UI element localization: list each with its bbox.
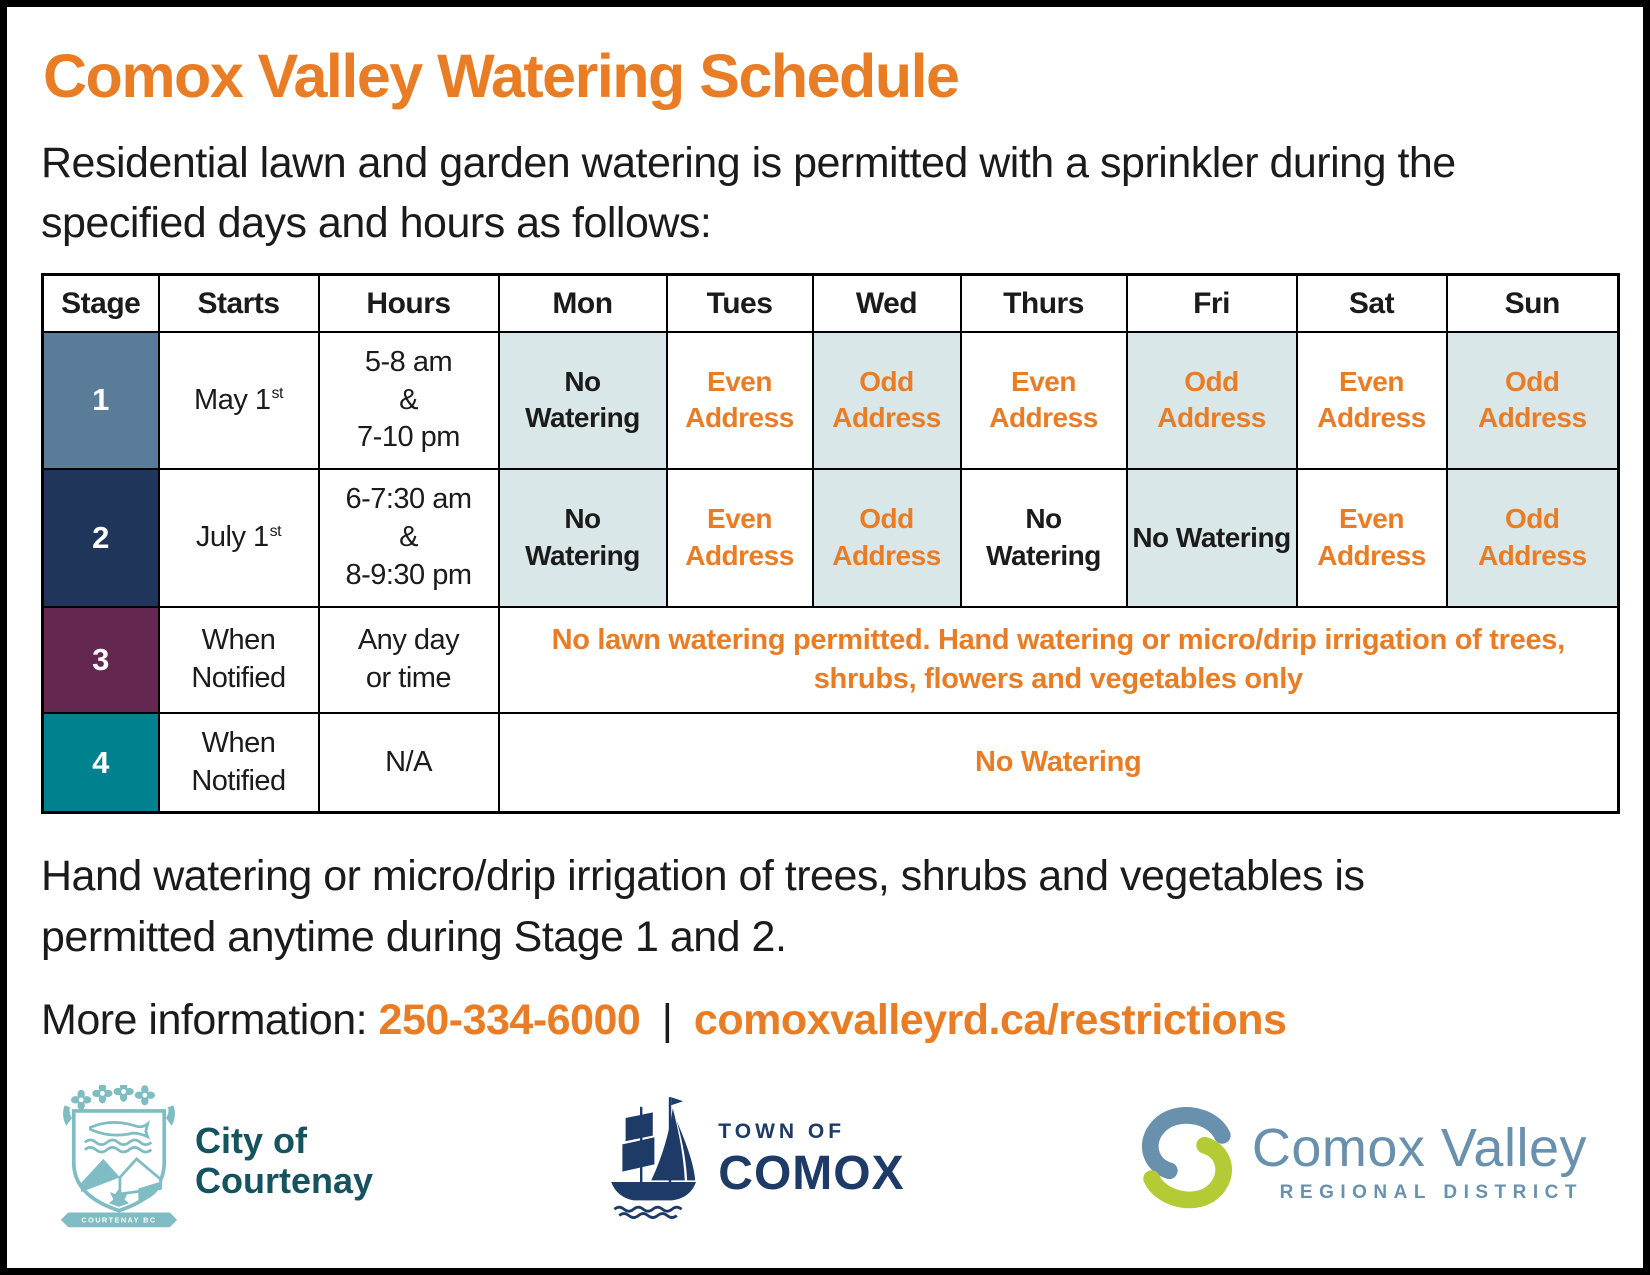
divider: |	[661, 996, 673, 1045]
hours-line: 5-8 am	[364, 345, 453, 378]
day-cell: Odd Address	[813, 332, 961, 469]
day-cell: No Watering	[499, 332, 667, 469]
day-cell: Even Address	[667, 332, 813, 469]
day-cell: Even Address	[961, 332, 1127, 469]
starts-cell	[159, 713, 319, 813]
intro-text: Residential lawn and garden watering is permitted with a sprinkler during the specified days and hours as follows:	[41, 139, 1456, 248]
comox-line2: COMOX	[718, 1147, 905, 1201]
col-thurs: Thurs	[961, 275, 1127, 332]
comox-valley-regional-district-logo	[1132, 1104, 1587, 1217]
courtenay-line1: City of	[195, 1120, 307, 1162]
city-of-courtenay-logo	[59, 1085, 373, 1236]
cvrd-swoosh-icon	[1132, 1104, 1240, 1217]
courtenay-crest-icon	[59, 1085, 179, 1236]
starts-date: July 1	[195, 521, 269, 554]
comox-wordmark	[718, 1120, 904, 1201]
col-wed: Wed	[813, 275, 961, 332]
more-info-label: More information:	[41, 996, 368, 1045]
col-mon: Mon	[499, 275, 667, 332]
starts-text: When Notified	[191, 726, 286, 797]
ordinal-suffix: st	[269, 522, 282, 540]
comox-ship-icon	[600, 1090, 704, 1231]
col-stage: Stage	[43, 275, 159, 332]
hours-line: 8-9:30 pm	[345, 558, 472, 591]
day-cell: Odd Address	[1447, 332, 1619, 469]
cvrd-line2: REGIONAL DISTRICT	[1279, 1182, 1583, 1204]
col-starts: Starts	[159, 275, 319, 332]
stage-number: 3	[43, 607, 159, 713]
day-cell: Odd Address	[813, 469, 961, 607]
table-row-stage-4	[43, 713, 1619, 813]
stage-4-restriction-cell	[499, 713, 1619, 813]
courtenay-wordmark	[195, 1121, 373, 1200]
table-header-row	[43, 275, 1619, 332]
col-fri: Fri	[1127, 275, 1297, 332]
hours-line: 7-10 pm	[357, 421, 460, 454]
hours-text: N/A	[385, 745, 432, 778]
table-row-stage-2	[43, 469, 1619, 607]
hours-cell	[319, 607, 499, 713]
ordinal-suffix: st	[271, 385, 283, 403]
hours-cell	[319, 713, 499, 813]
page-title: Comox Valley Watering Schedule	[43, 42, 959, 110]
starts-cell	[159, 469, 319, 607]
phone-number: 250-334-6000	[378, 996, 641, 1045]
courtenay-line2: Courtenay	[195, 1159, 374, 1201]
cvrd-line1: Comox Valley	[1251, 1118, 1587, 1179]
starts-text: When Notified	[191, 624, 286, 694]
hours-text: Any day or time	[357, 624, 460, 694]
col-hours: Hours	[319, 275, 499, 332]
day-cell: No Watering	[1127, 469, 1297, 607]
partner-logos	[41, 1085, 1607, 1236]
hand-watering-note: Hand watering or micro/drip irrigation of trees, shrubs and vegetables is permitted anytime during Stage 1 and 2.	[41, 852, 1365, 962]
stage-3-restriction-cell	[499, 607, 1619, 713]
restriction-text: No lawn watering permitted. Hand watering or micro/drip irrigation of trees, shrubs, flowers and vegetables only	[551, 623, 1565, 695]
day-cell: No Watering	[961, 469, 1127, 607]
website-url: comoxvalleyrd.ca/restrictions	[693, 996, 1287, 1045]
courtenay-ribbon-text: COURTENAY BC	[81, 1216, 157, 1226]
more-info-line	[41, 996, 1607, 1045]
day-cell: Even Address	[1297, 332, 1447, 469]
col-sun: Sun	[1447, 275, 1619, 332]
day-cell: Even Address	[667, 469, 813, 607]
starts-cell	[159, 332, 319, 469]
cvrd-wordmark	[1252, 1117, 1587, 1204]
hours-cell	[319, 332, 499, 469]
comox-line1: TOWN OF	[718, 1120, 846, 1144]
col-tues: Tues	[667, 275, 813, 332]
day-cell: Odd Address	[1447, 469, 1619, 607]
col-sat: Sat	[1297, 275, 1447, 332]
day-cell: Even Address	[1297, 469, 1447, 607]
starts-date: May 1	[194, 383, 271, 416]
restriction-text: No Watering	[975, 746, 1142, 779]
stage-number: 4	[43, 713, 159, 813]
starts-cell	[159, 607, 319, 713]
stage-number: 1	[43, 332, 159, 469]
town-of-comox-logo	[600, 1090, 904, 1231]
watering-schedule-table	[41, 273, 1620, 814]
day-cell: Odd Address	[1127, 332, 1297, 469]
hours-line: &	[399, 383, 418, 416]
hours-cell	[319, 469, 499, 607]
table-row-stage-1	[43, 332, 1619, 469]
hours-line: 6-7:30 am	[345, 483, 472, 516]
stage-number: 2	[43, 469, 159, 607]
day-cell: No Watering	[499, 469, 667, 607]
hours-line: &	[399, 521, 418, 554]
table-row-stage-3	[43, 607, 1619, 713]
